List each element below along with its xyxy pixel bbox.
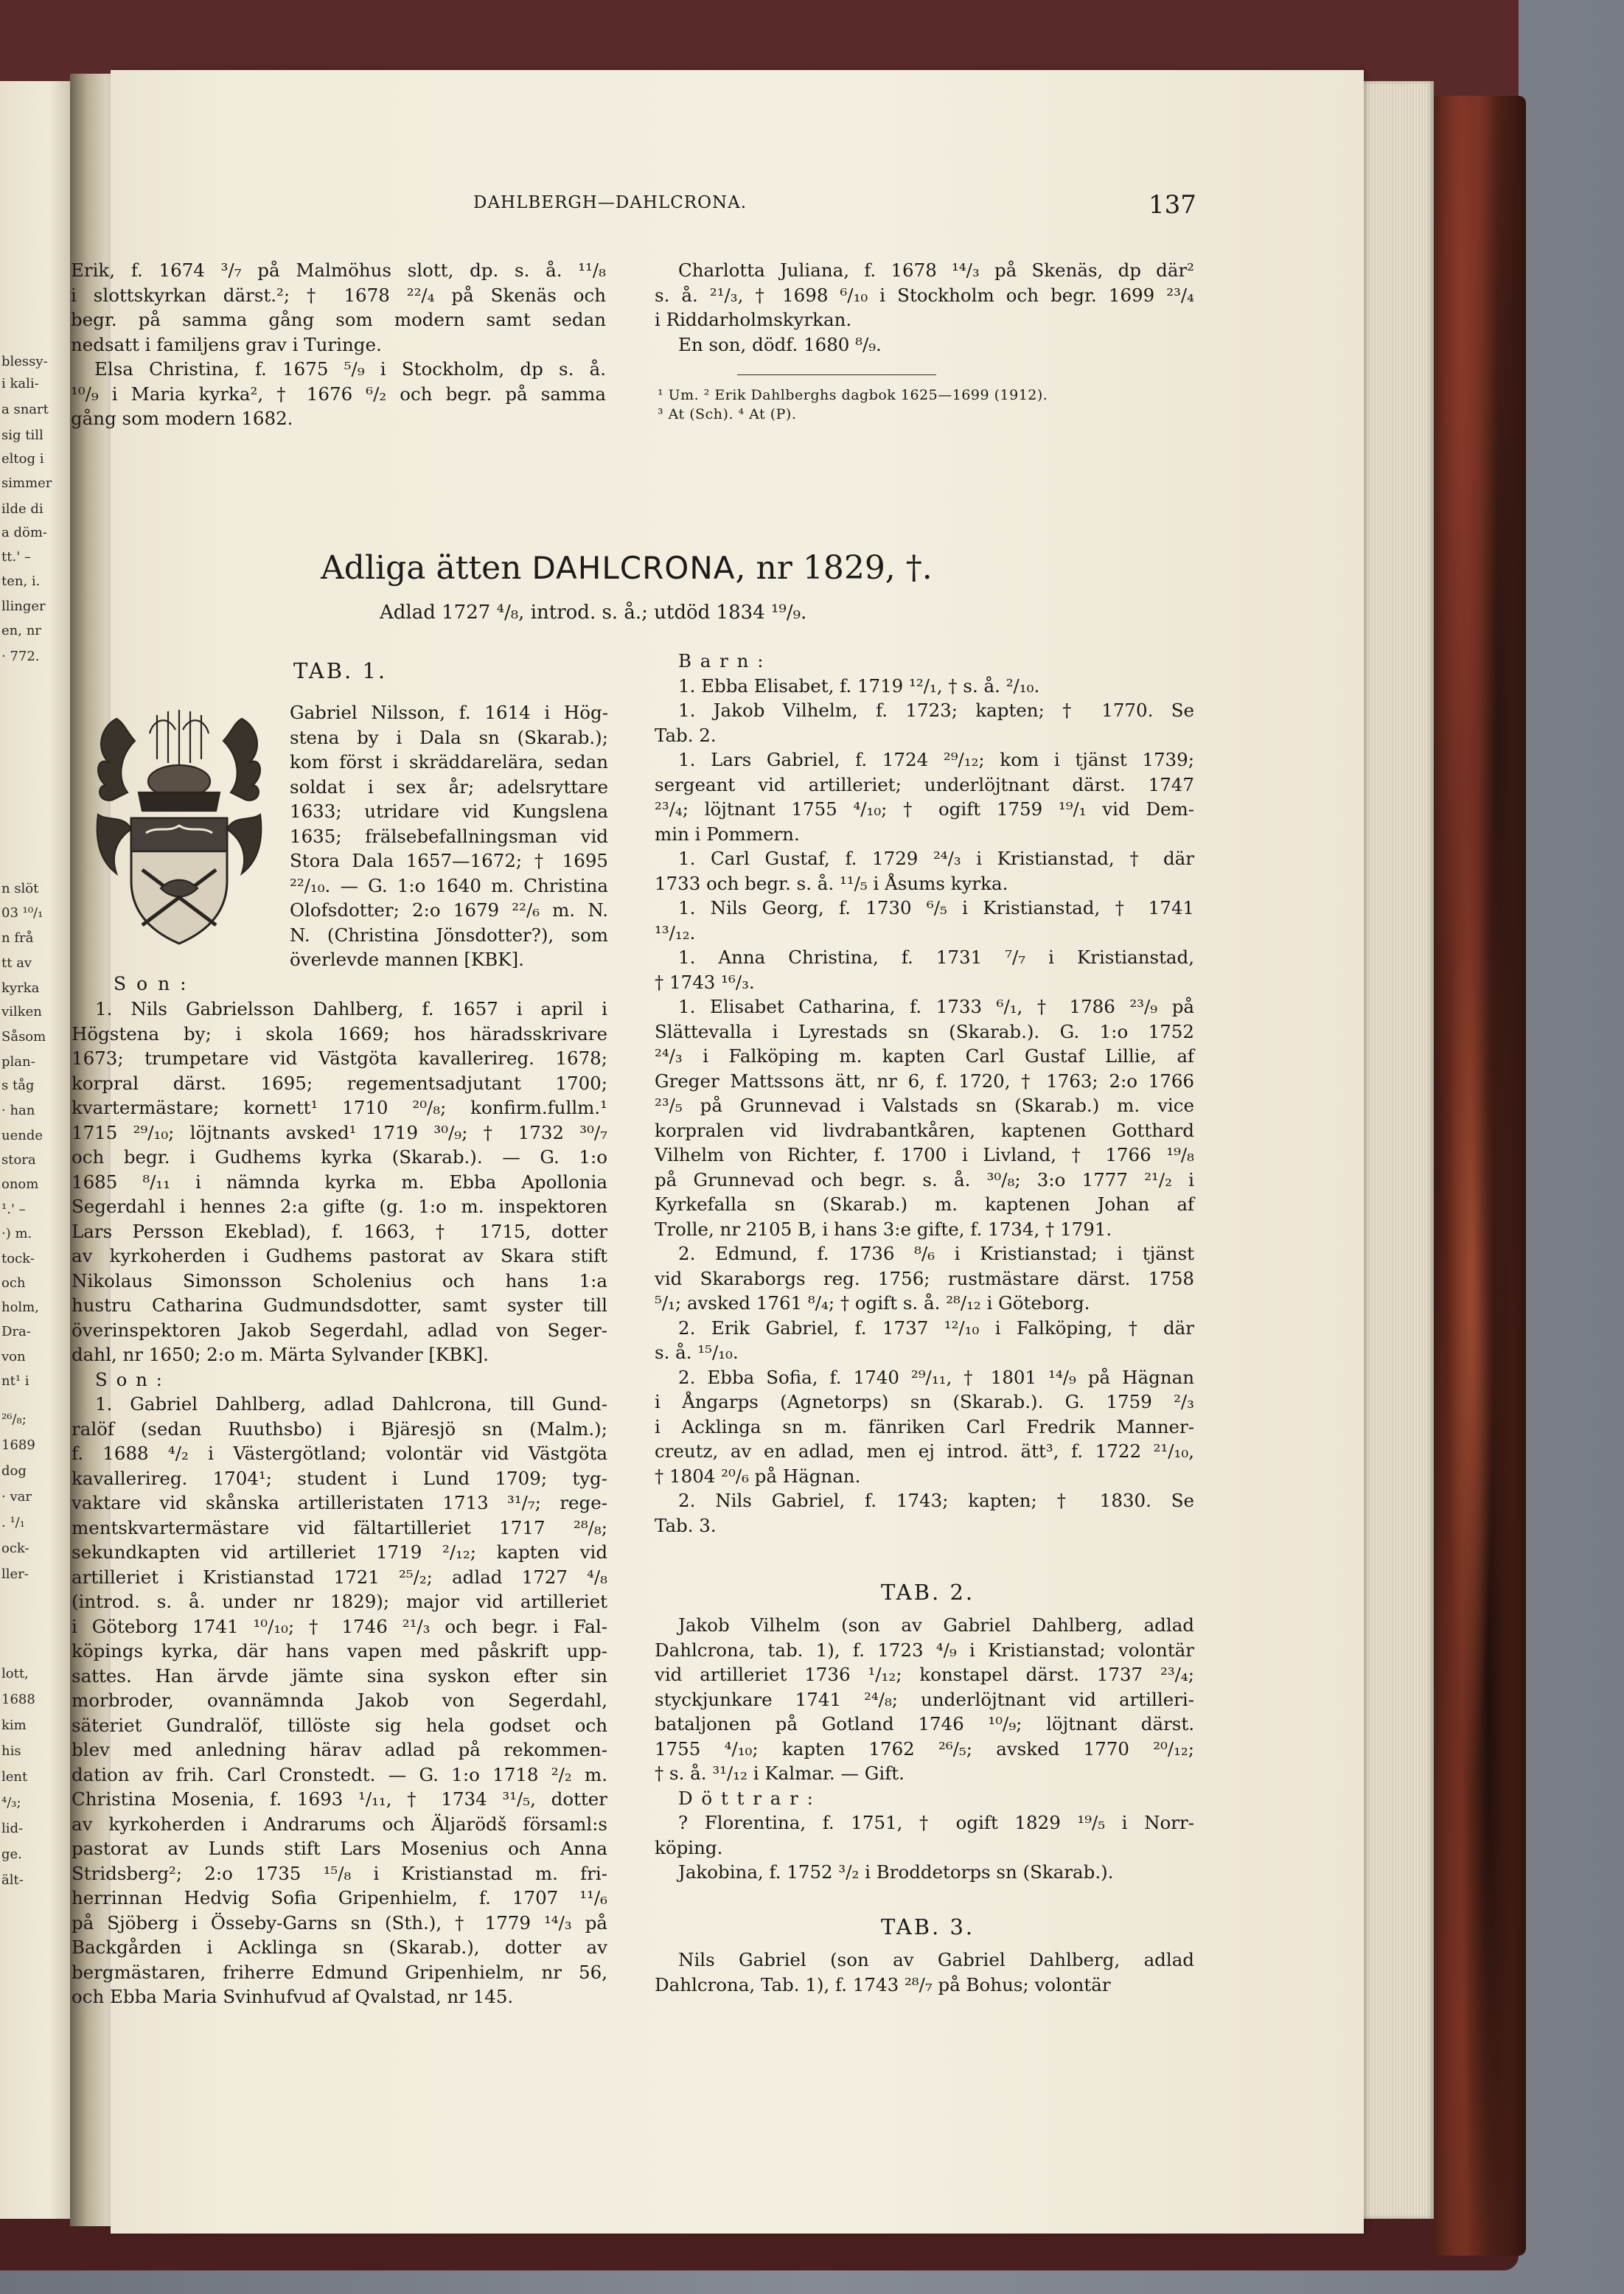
right-column-lines-line: korpralen vid livdrabantkåren, kaptenen Gotthard bbox=[655, 1119, 1194, 1141]
right-column-lines-line: ²³/₄; löjtnant 1755 ⁴/₁₀; † ogift 1759 ¹⁹/₁ vid Dem- bbox=[655, 798, 1194, 820]
left-column-lines-line: kvartermästare; kornett¹ 1710 ²⁰/₈; konfirm.fullm.¹ bbox=[72, 1097, 607, 1118]
right-column-lines-line: 2. Nils Gabriel, f. 1743; kapten; † 1830. Se bbox=[678, 1490, 1194, 1511]
left-column-lines-line: säteriet Gundralöf, tillöste sig hela godset och bbox=[72, 1714, 607, 1736]
left-column-lines-line: Segerdahl i hennes 2:a gifte (g. 1:o m. inspektoren bbox=[72, 1196, 607, 1217]
left-column-lines-line: av kyrkoherden i Gudhems pastorat av Skara stift bbox=[72, 1245, 607, 1266]
left-column-lines-line: dahl, nr 1650; 2:o m. Märta Sylvander [KBK]. bbox=[72, 1344, 489, 1365]
left-page-fragment: ge. bbox=[1, 1847, 22, 1862]
left-column-lines-line: Backgården i Acklinga sn (Skarab.), dotter av bbox=[72, 1936, 607, 1958]
top-left-line: begr. på samma gång som modern samt sedan bbox=[71, 309, 606, 330]
left-page-fragment: a snart bbox=[1, 402, 49, 417]
left-page-fragment: plan- bbox=[1, 1054, 35, 1070]
footnote-line: ³ At (Sch). ⁴ At (P). bbox=[658, 406, 797, 422]
tab3-heading: TAB. 3. bbox=[881, 1914, 975, 1939]
left-page-fragment: . ¹/₁ bbox=[1, 1515, 25, 1530]
right-column-lines-line: på Grunnevad och begr. s. å. ³⁰/₈; 3:o 1777 ²¹/₂ i bbox=[655, 1168, 1194, 1190]
left-column-lines-line: 1685 ⁸/₁₁ i nämnda kyrka m. Ebba Apollonia bbox=[72, 1171, 607, 1193]
top-left-line: Erik, f. 1674 ³/₇ på Malmöhus slott, dp. s. å. ¹¹/₈ bbox=[71, 259, 606, 281]
tab1-right-lines-line: Olofsdotter; 2:o 1679 ²²/₆ m. N. bbox=[290, 899, 608, 921]
left-page-fragment: dog bbox=[1, 1463, 27, 1479]
left-column-lines-line: sattes. Han ärvde jämte sina syskon efter sin bbox=[72, 1664, 607, 1687]
tab2-lines-line: Jakob Vilhelm (son av Gabriel Dahlberg, adlad bbox=[678, 1614, 1194, 1636]
coat-of-arms-image bbox=[87, 704, 271, 947]
left-page-fragment: ller- bbox=[1, 1566, 29, 1582]
left-page-edge bbox=[0, 81, 70, 2219]
right-column-lines-line: B a r n : bbox=[678, 650, 765, 672]
tab2-lines-line: bataljonen på Gotland 1746 ¹⁰/₉; löjtnant därst. bbox=[655, 1713, 1194, 1735]
right-column-lines-line: † 1743 ¹⁶/₃. bbox=[655, 971, 755, 993]
left-column-lines-line: artilleriet i Kristianstad 1721 ²⁵/₂; adlad 1727 ⁴/₈ bbox=[72, 1566, 607, 1588]
left-column-lines-line: f. 1688 ⁴/₂ i Västergötland; volontär vid Västgöta bbox=[72, 1443, 607, 1464]
left-page-fragment: onom bbox=[1, 1176, 39, 1192]
right-column-lines-line: 1. Anna Christina, f. 1731 ⁷/₇ i Kristianstad, bbox=[678, 946, 1194, 968]
left-column-lines-line: herrinnan Hedvig Sofia Gripenhielm, f. 1707 ¹¹/₆ bbox=[72, 1887, 607, 1908]
left-column-lines-line: Stridsberg²; 2:o 1735 ¹⁵/₈ i Kristianstad m. fri- bbox=[72, 1862, 607, 1884]
right-column-children-list bbox=[655, 649, 1194, 1538]
left-page-fragment: lott, bbox=[1, 1666, 29, 1681]
left-page-fragment: sig till bbox=[1, 428, 43, 443]
tab1-right-lines-line: N. (Christina Jönsdotter?), som bbox=[290, 924, 608, 946]
left-page-fragment: · han bbox=[1, 1103, 35, 1118]
right-column-lines-line: Slättevalla i Lyrestads sn (Skarab.). G. 1:o 1752 bbox=[655, 1020, 1194, 1042]
left-page-fragment: holm, bbox=[1, 1300, 39, 1315]
tab2-lines-line: 1755 ⁴/₁₀; kapten 1762 ²⁶/₅; avsked 1770 ²⁰/₁₂; bbox=[655, 1737, 1194, 1760]
left-page-fragment: lid- bbox=[1, 1821, 24, 1836]
tab2-lines-line: Dahlcrona, tab. 1), f. 1723 ⁴/₉ i Kristianstad; volontär bbox=[655, 1639, 1194, 1661]
left-page-fragment: ten, i. bbox=[1, 574, 41, 589]
top-right-line: s. å. ²¹/₃, † 1698 ⁶/₁₀ i Stockholm och begr. 1699 ²³/₄ bbox=[655, 284, 1194, 306]
page-block-edges bbox=[1364, 81, 1434, 2219]
tab2-lines-line: Jakobina, f. 1752 ³/₂ i Broddetorps sn (Skarab.). bbox=[678, 1861, 1114, 1883]
top-right-line: i Riddarholmskyrkan. bbox=[655, 309, 852, 330]
right-column-lines-line: 1733 och begr. s. å. ¹¹/₅ i Åsums kyrka. bbox=[655, 872, 1008, 894]
right-column-lines-line: Tab. 2. bbox=[655, 724, 717, 746]
left-column-lines-line: och Ebba Maria Svinhufvud af Qvalstad, nr 145. bbox=[72, 1986, 514, 2007]
tab1-right-lines-line: stena by i Dala sn (Skarab.); bbox=[290, 726, 608, 748]
tab1-right-lines-line: kom först i skräddarelära, sedan bbox=[290, 751, 608, 773]
right-column-lines-line: Tab. 3. bbox=[655, 1514, 717, 1536]
tab1-right-lines-line: 1633; utridare vid Kungslena bbox=[290, 801, 608, 822]
left-page-fragment: i kali- bbox=[1, 376, 39, 391]
right-column-lines-line: min i Pommern. bbox=[655, 823, 800, 845]
left-page-fragment: ¹.' – bbox=[1, 1202, 26, 1217]
top-left-block bbox=[71, 258, 606, 431]
left-page-fragment: · var bbox=[1, 1489, 32, 1505]
left-page-fragment: en, nr bbox=[1, 623, 41, 638]
left-column-lines-line: kavallerireg. 1704¹; student i Lund 1709; tyg- bbox=[72, 1467, 607, 1489]
right-column-lines-line: vid Skaraborgs reg. 1756; rustmästare därst. 1758 bbox=[655, 1267, 1194, 1289]
left-column-lines-line: korpral därst. 1695; regementsadjutant 1700; bbox=[72, 1072, 607, 1094]
tab1-right-lines-line: överlevde mannen [KBK]. bbox=[290, 949, 524, 970]
top-left-line: nedsatt i familjens grav i Turinge. bbox=[71, 333, 382, 355]
left-page-fragment: ält- bbox=[1, 1872, 24, 1888]
page-number: 137 bbox=[1149, 190, 1196, 220]
left-page-fragment: 1688 bbox=[1, 1692, 35, 1707]
left-page-fragment: Dra- bbox=[1, 1324, 31, 1339]
left-page-fragment: nt¹ i bbox=[1, 1373, 29, 1389]
footnotes bbox=[658, 386, 1048, 424]
left-page-fragment: s tåg bbox=[1, 1078, 35, 1093]
tab2-lines-line: † s. å. ³¹/₁₂ i Kalmar. — Gift. bbox=[655, 1763, 905, 1784]
left-column-lines-line: blev med anledning härav adlad på rekommen- bbox=[72, 1739, 607, 1760]
left-page-fragment: ilde di bbox=[1, 501, 43, 517]
left-column-lines-line: 1. Nils Gabrielsson Dahlberg, f. 1657 i april i bbox=[95, 998, 607, 1019]
tab2-lines-line: D ö t t r a r : bbox=[678, 1787, 815, 1809]
left-page-fragment: 03 ¹⁰/₁ bbox=[1, 905, 43, 921]
left-column-lines-line: Christina Mosenia, f. 1693 ¹/₁₁, † 1734 ³¹/₅, dotter bbox=[72, 1788, 607, 1810]
top-left-line: gång som modern 1682. bbox=[71, 408, 293, 429]
left-column-lines-line: 1673; trumpetare vid Västgöta kavallerireg. 1678; bbox=[72, 1047, 607, 1069]
genealogy-title bbox=[321, 549, 933, 587]
title-prefix: Adliga ätten bbox=[321, 549, 522, 587]
top-left-line: ¹⁰/₉ i Maria kyrka², † 1676 ⁶/₂ och begr. på samma bbox=[71, 383, 606, 405]
left-column-lines-line: ralöf (sedan Ruuthsbo) i Bjäresjö sn (Malm.); bbox=[72, 1418, 607, 1440]
left-column-lines-line: 1. Gabriel Dahlberg, adlad Dahlcrona, till Gund- bbox=[95, 1393, 607, 1415]
left-column-text bbox=[72, 997, 607, 2009]
left-column-lines-line: pastorat av Lunds stift Lars Mosenius och Anna bbox=[72, 1838, 607, 1859]
left-page-fragment: ·) m. bbox=[1, 1226, 32, 1241]
right-column-lines-line: ²⁴/₃ i Falköping m. kapten Carl Gustaf Lillie, af bbox=[655, 1045, 1194, 1067]
tab2-heading: TAB. 2. bbox=[881, 1580, 975, 1605]
footnote-rule bbox=[737, 374, 936, 375]
left-page-fragment: · 772. bbox=[1, 649, 40, 664]
left-page-fragment: von bbox=[1, 1349, 26, 1364]
right-column-lines-line: s. å. ¹⁵/₁₀. bbox=[655, 1342, 739, 1363]
right-column-lines-line: 1. Nils Georg, f. 1730 ⁶/₅ i Kristianstad, † 1741 bbox=[678, 897, 1194, 918]
left-column-lines-line: hustru Catharina Gudmundsdotter, samt syster till bbox=[72, 1294, 607, 1316]
right-column-lines-line: ⁵/₁; avsked 1761 ⁸/₄; † ogift s. å. ²⁸/₁₂ i Göteborg. bbox=[655, 1292, 1090, 1314]
right-column-lines-line: i Ångarps (Agnetorps) sn (Skarab.). G. 1759 ²/₃ bbox=[655, 1391, 1194, 1412]
left-column-lines-line: mentskvartermästare vid fältartilleriet 1717 ²⁸/₈; bbox=[72, 1516, 607, 1538]
left-page-fragment: eltog i bbox=[1, 451, 44, 467]
left-page-fragment: a döm- bbox=[1, 525, 47, 540]
title-subtitle: Adlad 1727 ⁴/₈, introd. s. å.; utdöd 1834 ¹⁹/₉. bbox=[380, 602, 807, 624]
right-column-lines-line: sergeant vid artilleriet; underlöjtnant därst. 1747 bbox=[655, 773, 1194, 795]
right-column-lines-line: Trolle, nr 2105 B, i hans 3:e gifte, f. 1734, † 1791. bbox=[655, 1218, 1112, 1240]
right-column-lines-line: 1. Elisabet Catharina, f. 1733 ⁶/₁, † 1786 ²³/₉ på bbox=[678, 996, 1194, 1017]
left-column-lines-line: Nikolaus Simonsson Scholenius och hans 1:a bbox=[72, 1269, 607, 1291]
left-page-fragment: tt av bbox=[1, 955, 32, 971]
right-column-lines-line: Vilhelm von Richter, f. 1700 i Livland, † 1766 ¹⁹/₈ bbox=[655, 1144, 1194, 1165]
left-page-fragment: tock- bbox=[1, 1251, 35, 1266]
right-column-lines-line: 2. Edmund, f. 1736 ⁸/₆ i Kristianstad; i tjänst bbox=[678, 1243, 1194, 1264]
left-page-fragment: kyrka bbox=[1, 980, 40, 996]
left-column-lines-line: S o n : bbox=[95, 1368, 164, 1390]
right-column-lines-line: ²³/₅ på Grunnevad i Valstads sn (Skarab.) m. vice bbox=[655, 1095, 1194, 1116]
tab3-nils-gabriel-entry bbox=[655, 1948, 1194, 1997]
tab1-right-lines-line: ²²/₁₀. — G. 1:o 1640 m. Christina bbox=[290, 874, 608, 896]
right-column-lines-line: 2. Ebba Sofia, f. 1740 ²⁹/₁₁, † 1801 ¹⁴/₉ på Hägnan bbox=[678, 1366, 1194, 1388]
son-label: S o n : bbox=[114, 973, 189, 994]
tab3-lines-line: Dahlcrona, Tab. 1), f. 1743 ²⁸/₇ på Bohus; volontär bbox=[655, 1973, 1111, 1995]
right-column-lines-line: 1. Carl Gustaf, f. 1729 ²⁴/₃ i Kristianstad, † där bbox=[678, 848, 1194, 869]
running-header: DAHLBERGH—DAHLCRONA. bbox=[473, 193, 747, 212]
right-column-lines-line: Greger Mattssons ätt, nr 6, f. 1720, † 1763; 2:o 1766 bbox=[655, 1070, 1194, 1092]
tab1-right-lines-line: soldat i sex år; adelsryttare bbox=[290, 775, 608, 798]
left-column-lines-line: vaktare vid skånska artilleristaten 1713 ³¹/₇; rege- bbox=[72, 1492, 607, 1513]
left-page-fragment: och bbox=[1, 1275, 26, 1291]
left-column-lines-line: 1715 ²⁹/₁₀; löjtnants avsked¹ 1719 ³⁰/₉; † 1732 ³⁰/₇ bbox=[72, 1121, 607, 1143]
left-page-fragment: vilken bbox=[1, 1004, 42, 1019]
left-column-lines-line: morbroder, ovannämnda Jakob von Segerdahl, bbox=[72, 1690, 607, 1711]
left-page-fragment: simmer bbox=[1, 475, 52, 491]
tab2-lines-line: köping. bbox=[655, 1836, 723, 1858]
left-page-fragment: llinger bbox=[1, 599, 46, 614]
left-column-lines-line: av kyrkoherden i Andrarums och Äljarödš församl:s bbox=[72, 1813, 607, 1835]
left-column-lines-line: i Göteborg 1741 ¹⁰/₁₀; † 1746 ²¹/₃ och begr. i Fal- bbox=[72, 1615, 607, 1637]
top-left-line: i slottskyrkan därst.²; † 1678 ²²/₄ på Skenäs och bbox=[71, 284, 606, 306]
right-column-lines-line: 2. Erik Gabriel, f. 1737 ¹²/₁₀ i Falköping, † där bbox=[678, 1317, 1194, 1339]
tab1-right-lines-line: 1635; frälsebefallningsman vid bbox=[290, 825, 608, 847]
left-column-lines-line: sekundkapten vid artilleriet 1719 ²/₁₂; kapten vid bbox=[72, 1541, 607, 1563]
left-page-fragment: ⁴/₃; bbox=[1, 1795, 21, 1810]
left-page-fragment: ock- bbox=[1, 1541, 29, 1556]
top-right-block bbox=[655, 258, 1194, 357]
left-page-fragment: stora bbox=[1, 1152, 36, 1168]
left-page-fragment: n slöt bbox=[1, 881, 39, 896]
right-column-lines-line: creutz, av en adlad, men ej introd. ätt³, f. 1722 ²¹/₁₀, bbox=[655, 1440, 1194, 1462]
tab1-right-lines-line: Stora Dala 1657—1672; † 1695 bbox=[290, 850, 608, 871]
tab1-right-lines-line: Gabriel Nilsson, f. 1614 i Hög- bbox=[290, 702, 608, 723]
left-page-fragment: Såsom bbox=[1, 1029, 46, 1045]
right-column-lines-line: 1. Jakob Vilhelm, f. 1723; kapten; † 1770. Se bbox=[678, 700, 1194, 721]
title-suffix: , nr 1829, †. bbox=[735, 549, 933, 587]
left-column-lines-line: på Sjöberg i Össeby-Garns sn (Sth.), † 1779 ¹⁴/₃ på bbox=[72, 1911, 607, 1934]
right-column-lines-line: Kyrkefalla sn (Skarab.) m. kaptenen Johan af bbox=[655, 1193, 1194, 1215]
footnote-line: ¹ Um. ² Erik Dahlberghs dagbok 1625—1699 (1912). bbox=[658, 387, 1048, 403]
left-page-fragment: kim bbox=[1, 1718, 27, 1733]
tab3-lines-line: Nils Gabriel (son av Gabriel Dahlberg, adlad bbox=[678, 1949, 1194, 1970]
title-family-name: DAHLCRONA bbox=[532, 550, 736, 586]
right-column-lines-line: ¹³/₁₂. bbox=[655, 921, 696, 944]
left-page-fragment: n frå bbox=[1, 930, 34, 946]
left-column-lines-line: bergmästaren, friherre Edmund Gripenhielm, nr 56, bbox=[72, 1961, 607, 1983]
left-column-lines-line: dation av frih. Carl Cronstedt. — G. 1:o 1718 ²/₂ m. bbox=[72, 1763, 607, 1785]
tab2-lines-line: ? Florentina, f. 1751, † ogift 1829 ¹⁹/₅ i Norr- bbox=[678, 1812, 1194, 1833]
right-column-lines-line: i Acklinga sn m. fänriken Carl Fredrik Manner- bbox=[655, 1415, 1194, 1437]
left-page-fragment: ²⁶/₈; bbox=[1, 1412, 27, 1427]
tab1-gabriel-nilsson-entry bbox=[290, 700, 608, 972]
left-page-fragment: tt.' – bbox=[1, 549, 31, 565]
tab2-lines-line: styckjunkare 1741 ²⁴/₈; underlöjtnant vid artilleri- bbox=[655, 1688, 1194, 1710]
left-page-fragment: his bbox=[1, 1743, 21, 1759]
left-column-lines-line: köpings kyrka, där hans vapen med påskrift upp- bbox=[72, 1640, 607, 1662]
top-right-line: En son, dödf. 1680 ⁸/₉. bbox=[678, 333, 882, 355]
right-column-lines-line: 1. Lars Gabriel, f. 1724 ²⁹/₁₂; kom i tjänst 1739; bbox=[678, 749, 1194, 770]
left-column-lines-line: Högstena by; i skola 1669; hos häradsskrivare bbox=[72, 1022, 607, 1045]
left-page-fragment: uende bbox=[1, 1128, 43, 1143]
marbled-cover bbox=[1434, 96, 1526, 2256]
right-column-lines-line: † 1804 ²⁰/₆ på Hägnan. bbox=[655, 1465, 861, 1487]
tab2-jakob-vilhelm-entry bbox=[655, 1613, 1194, 1885]
left-column-lines-line: och begr. i Gudhems kyrka (Skarab.). — G. 1:o bbox=[72, 1146, 607, 1168]
right-column-lines-line: 1. Ebba Elisabet, f. 1719 ¹²/₁, † s. å. ²/₁₀. bbox=[678, 674, 1040, 697]
left-page-fragment: lent bbox=[1, 1769, 28, 1785]
tab1-heading: TAB. 1. bbox=[293, 658, 388, 683]
left-page-fragment: blessy- bbox=[1, 354, 48, 369]
top-left-line: Elsa Christina, f. 1675 ⁵/₉ i Stockholm, dp s. å. bbox=[94, 358, 606, 380]
left-column-lines-line: överinspektoren Jakob Segerdahl, adlad von Seger- bbox=[72, 1319, 607, 1341]
top-right-line: Charlotta Juliana, f. 1678 ¹⁴/₃ på Skenäs, dp där² bbox=[678, 259, 1194, 281]
left-page-fragment: 1689 bbox=[1, 1437, 35, 1453]
left-column-lines-line: (introd. s. å. under nr 1829); major vid artilleriet bbox=[72, 1591, 607, 1612]
tab2-lines-line: vid artilleriet 1736 ¹/₁₂; konstapel därst. 1737 ²³/₄; bbox=[655, 1664, 1194, 1685]
left-column-lines-line: Lars Persson Ekeblad), f. 1663, † 1715, dotter bbox=[72, 1220, 607, 1242]
